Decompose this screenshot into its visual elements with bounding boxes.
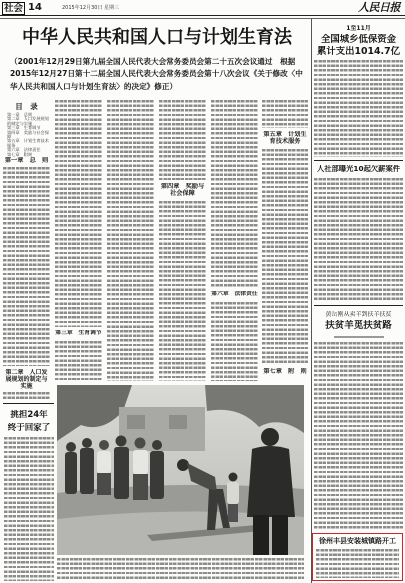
law-subtitle: （2001年12月29日第九届全国人民代表大会常务委员会第二十五次会议通过 根据2015年12月27日第十二届全国人民代表大会常务委员会第十八次会议《关于修改〈中华人民共和国人口与计划生育法〉的决定》修正） [10,57,303,91]
law-body-text [159,201,206,381]
law-title: 中华人民共和国人口与计划生育法 [22,27,292,48]
law-body-text [211,100,258,288]
toc-item: 第四章 奖励与社会保障 [7,129,49,140]
article4-box [312,533,403,581]
article3-kicker: 黄岳刚从卖羊到扶羊扶贫 [325,311,392,318]
toc-item: 第五章 计划生育技术服务 [7,138,49,148]
masthead-logo: 人民日报 [358,1,400,14]
law-body-text [262,100,308,128]
article4-body-text [316,549,399,578]
law-body-text [55,100,102,327]
chapter-heading-7: 第七章 附 则 [263,368,307,375]
header-rule-thin [0,18,405,19]
chapter-heading-6: 第六章 法律责任 [211,291,258,297]
article1-title-line2: 累计支出1014.7亿 [316,46,401,57]
toc-item: 第二章 人口发展规划的制定与实施 [7,116,49,126]
law-body-text [3,392,50,400]
article3-byline [334,336,384,338]
header-rule [0,15,405,16]
toc-heading: 目 录 [15,102,38,111]
toc-item: 第一章 总则 [7,112,33,117]
law-body-text [107,100,154,381]
chapter-heading-2: 第二章 人口发展规划的制定与实施 [5,369,48,390]
article-rule [314,160,403,161]
law-body-text [159,100,206,180]
feature-title-line2: 终于回家了 [7,423,51,433]
column-divider [311,19,312,583]
photo-caption [57,558,304,580]
article2-body-text [314,178,403,302]
section-rule [3,403,54,404]
article1-kicker: 1至11月 [346,25,371,32]
article1-title-line1: 全国城乡低保资金 [320,34,396,45]
page-number: 14 [28,2,42,13]
chapter-heading-4: 第四章 奖励与社会保障 [160,183,205,198]
news-photo-image [57,385,304,555]
toc-item: 第七章 附则 [7,151,33,157]
article3-title: 扶贫羊觅扶贫路 [325,320,392,331]
article-rule [314,305,403,306]
article1-body-text [314,60,403,157]
feature-body-text [4,437,54,581]
issue-date: 2015年12月30日 星期三 [62,5,120,11]
chapter-heading-5: 第五章 计划生育技术服务 [263,131,307,146]
article3-body-text [314,342,403,529]
article2-title: 人社部曝光10起欠薪案件 [316,165,401,173]
law-body-text [211,302,258,381]
toc-item: 第三章 生育调节 [7,125,41,131]
chapter-heading-3: 第三章 生育调节 [55,330,102,336]
chapter-heading-1: 第一章 总 则 [4,157,49,164]
toc-item: 第六章 法律责任 [7,147,41,153]
section-label: 社会 [4,3,24,14]
law-body-text [3,167,50,366]
law-body-text [262,149,308,365]
feature-title-line1: 挑担24年 [10,410,48,420]
news-photo [57,385,304,555]
article4-title: 徐州丰县安装城镇路开工 [319,537,396,545]
law-body-text [55,341,102,381]
table-of-contents [7,113,51,157]
